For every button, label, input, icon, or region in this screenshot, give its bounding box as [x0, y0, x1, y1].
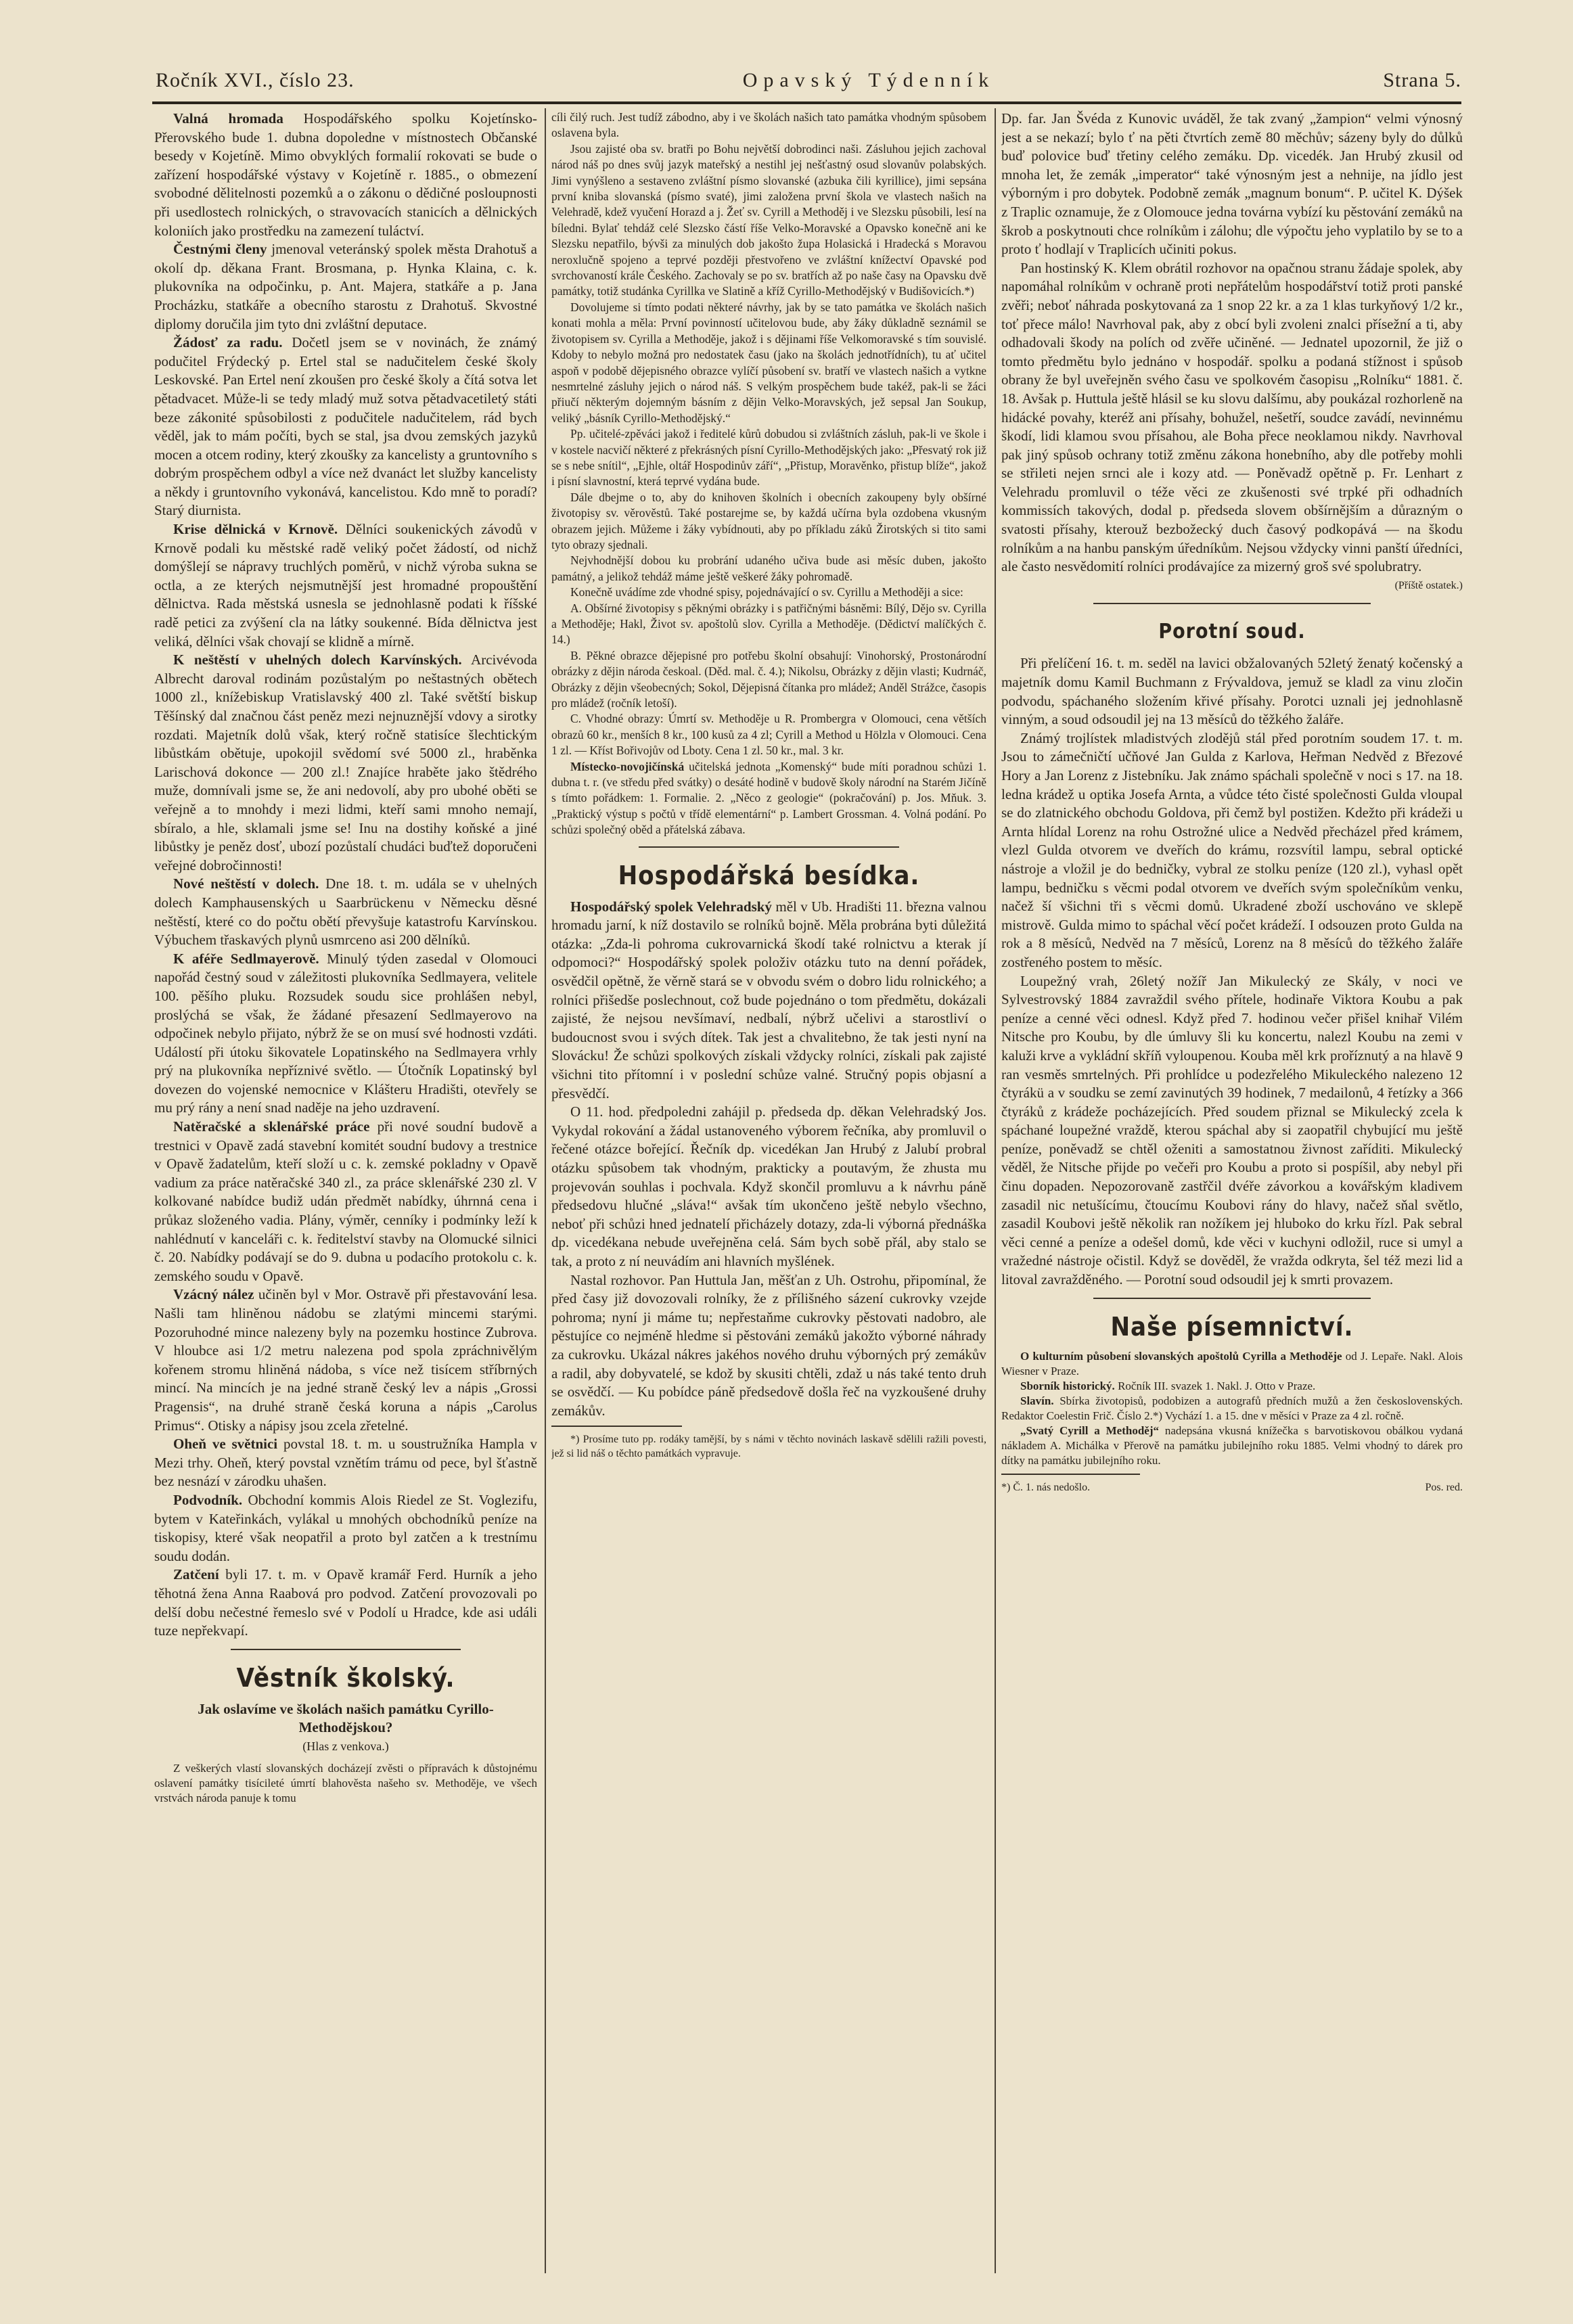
- article-headline: Jak oslavíme ve školách našich památku Cyrillo-Methodějskou?: [198, 1700, 494, 1736]
- editor-note: Pos. red.: [1425, 1481, 1463, 1493]
- footnote-row: [1001, 1480, 1463, 1495]
- news-item: Žádosť za radu. Dočetl jsem se v novinách, že známý podučitel Frýdecký p. Ertel stal se nadučitelem české školy Leskovské. Pan Ertel není zkoušen pro české školy a čítá sotva let pětadvacet. Může-li se tedy mladý muž sotva pětadvacetiletý státi beze zákonité spůsobilosti z podučitele nadučitelem, rád bych věděl, jak to mám počíti, bych se stal, jsa dvou zemských jazyků mocen a otcem rodiny, který zkoušky za kancelisty a gruntovního s dobrým prospěchem odbyl a více než dvanáct let služby kancelisty a někdy i gruntovního vykonává, kancelistou. Kdo mně to poradí? Starý diurnista.: [154, 334, 537, 519]
- news-item: Nové neštěstí v dolech. Dne 18. t. m. udála se v uhelných dolech Kamphausenských u Saarbrückenu v Německu děsné neštěstí, které co do počtu obětí převyšuje katastrofu Karvínskou. Výbuchem třaskavých plynů usmrceno asi 200 dělníků.: [154, 875, 537, 949]
- news-item: Oheň ve světnici povstal 18. t. m. u soustružníka Hampla v Mezi trhy. Oheň, který povstal vznětím trámu od pece, byl šťastně bez nesnází v zárodku uhašen.: [154, 1436, 537, 1490]
- section-divider: [639, 846, 900, 848]
- article-text: Hospodářský spolek Velehradský měl v Ub. Hradišti 11. března valnou hromadu jarní, k níž dostavilo se rolníků bojně. Měla probrána byti důležitá otázka: „Zda-li pohroma cukrovarnická škodí také rolnictvu a kterak jí odpomoci?“ Hospodářský spolek položiv otázku tuto na denní pořádek, osvědčil opětně, že věrně stará se v obvodu svém o dobro lidu rolnického; a rolníci přišedše poslechnout, což bude pojednáno o tom předmětu, dokázali zajisté, že nejsou nevšímaví, nedbalí, nýbrž učelivi a starostliví o budoucnost svou i svých dítek. Tak jest a chvalitebno, že tak jesti nyní na Slovácku! Že schůzi spolkových získali vždycky rolníci, získali pak zajisté všichni tito přítomní i v poslední schůze valné. Stručný popis objasní a přesvědčí.: [551, 898, 986, 1101]
- section-title-court: Porotní soud.: [1158, 620, 1306, 644]
- news-item: Krise dělnická v Krnově. Dělníci soukenických závodů v Krnově podali ku městské radě veliký počet žádostí, od nichž domýšlejí se nápravy truchlých poměrů, v nichž výroba sukna se octla, a ze kterých nejsmutnější jest hromadné propouštění dělnictva. Rada městská usnesla se jednohlasně podati k říšské radě petici za zvýšení cla na látky soukenné. Bída dělnictva jest veliká, dělníci však chovají se klidně a mírně.: [154, 521, 537, 650]
- section-title-school: Věstník školský.: [236, 1662, 455, 1693]
- header-page-number: Strana 5.: [1383, 69, 1461, 91]
- column-2: [551, 110, 986, 2261]
- article-text: O 11. hod. předpoledni zahájil p. předseda dp. děkan Velehradský Jos. Vykydal rokování a žádal ustanoveného výborem řečníka, aby promluvil o řečené otázce bořející. Řečník dp. vicedékan Jan Hrubý z Jalubí probral otázku spůsobem tak vhodným, prakticky a poutavým, že zhusta mu projevován souhlas i pochvala. Když skončil promluvu a k návrhu páně předsedovu hlučné „sláva!“ avšak tím ukončeno ještě nebylo všechno, neboť při schůzi hned jednatelí přicházely dotazy, zda-li výborná přednáška dp. vicedékana nebude uveřejněna celá. Sám bych sobě přál, aby stalo se tak, a proto z ní neuvádím ani hlavních myšlének.: [551, 1103, 986, 1269]
- article-text: Z veškerých vlastí slovanských docházejí zvěsti o přípravách k důstojnému oslavení památky tisícileté úmrtí blahověsta našeho sv. Methoděje, ve všech vrstvách národa panuje k tomu: [154, 1762, 537, 1805]
- news-item: Natěračské a sklenářské práce při nové soudní budově a trestnici v Opavě zadá stavební komitét soudní budovy a trestnice v Opavě žadatelům, kteří složí u c. k. zemské pokladny v Opavě vadium za práce natěračské 340 zl., za práce sklenářské 230 zl. V kolkované nabídce budiž udán předmět nabídky, úhrnná cena i průkaz složeného vadia. Plány, výměr, cenníky i podmínky leží k nahlédnutí v kanceláři c. k. ředitelství stavby na Olomucké silnici č. 20. Nabídky podávají se do 9. dubna u podacího protokolu c. k. zemského soudu v Opavě.: [154, 1118, 537, 1284]
- article-text: Nastal rozhovor. Pan Huttula Jan, měšťan z Uh. Ostrohu, připomínal, že před časy již dovozovali rolníky, že z přílišného sázení cukrovky vzejde pohroma; nyní ji máme tu; nepřestaňme cukrovky pěstovati nadobro, ale pěstujíce co nejméně hledme si pěstováni zemáků jakožto výborné náhrady za cukrovku. Ukázal nákres jakéhos nového druhu výborných prý zemákův a radil, aby dobyvatelé, se kdož by skusiti chtěli, zdaž u nás také tento druh se osvědčí. — Ku pobídce páně předsedově došla řeč na vyzkoušené druhy zemákův.: [551, 1271, 986, 1419]
- section-title-agriculture: Hospodářská besídka.: [618, 860, 920, 890]
- news-item: K neštěstí v uhelných dolech Karvínských. Arcivévoda Albrecht daroval rodinám pozůstalým po neštastných obětech 1000 zl., knížebiskup Vratislavský 400 zl. Také světští biskup Těšínský dal značnou část peněz mezi nejnuznější vdovy a sirotky rozdati. Majetník dolů však, který ročně statisíce šlechtickým libůstkám obětuje, upokojil svědomí své 5000 zl., hraběnka Larischová dokonce — 200 zl.! Znajíce hraběte jako štědrého muže, domnívali jsme se, že ani nedovolí, aby pro ubohé oběti se veřejně a to mnohdy i mezi lidmi, kteří sami mnoho nemají, sbíralo, a hle, sklamali jsme se! Inu na dostihy koňské a jiné libůstky je peněz dosť, ubozí pozůstalí chudáci buďtež doporučeni veřejné dobročinnosti!: [154, 652, 537, 873]
- news-item: Valná hromada Hospodářského spolku Kojetínsko-Přerovského bude 1. dubna dopoledne v místnostech Občanské besedy v Kojetíně. Mimo obvyklých formalií rokovati se bude o zařízení hospodářské výstavy v Kojetíně r. 1885., o obmezení svobodné dělitelnosti pozemků a o zákonu o dědičné posloupnosti při usedlostech rolnických, o stravovacích stanicích a dělnických koloniích jako prostředku na zamezení tuláctví.: [154, 110, 537, 239]
- footnote: *) Prosíme tuto pp. rodáky tamější, by s námi v těchto novinách laskavě sdělili ražili povesti, jež si lid náš o těchto památkách vypravuje.: [551, 1434, 986, 1460]
- news-item: Čestnými členy jmenoval veteránský spolek města Drahotuš a okolí dp. děkana Frant. Brosmana, p. Hynka Klaina, c. k. plukovníka na odpočinku, p. Ant. Majera, statkáře a p. Jana Procházku, statkáře a obecního starostu z Drahotuš. Skvostné diplomy doručila jim tyto dni zvláštní deputace.: [154, 241, 537, 332]
- header-rule: [152, 101, 1461, 104]
- news-item: Podvodník. Obchodní kommis Alois Riedel ze St. Voglezifu, bytem v Kateřinkách, vylákal u mnohých obchodníků peníze na tiskopisy, které však neopatřil a proto byl zatčen a k trestnímu soudu dodán.: [154, 1491, 537, 1564]
- news-item: Místecko-novojičínská učitelská jednota „Komenský“ bude míti poradnou schůzi 1. dubna t. r. (ve středu před svátky) o desáté hodině v budově školy národní na Starém Jičíně s tímto pořádkem: 1. Formalie. 2. „Něco z geologie“ (pokračování) p. Jos. Mňuk. 3. „Praktický výstup s počtů v třídě elementární“ p. Lambert Grossman. 4. Volná podání. Po schůzi společný oběd a přátelská zábava.: [551, 759, 986, 837]
- article-text: Loupežný vrah, 26letý nožíř Jan Mikulecký ze Skály, v noci ve Sylvestrovský 1884 zavraždil svého přítele, hodinaře Viktora Koubu a pak peníze a cenné věci odnesl. Když před 7. hodinou večer přišel knihař Vilém Nitsche pro Koubu, by dle úmluvy šli ku koncertu, nalezl Koubu na zemi v kaluži krve a vykládní skříň vyloupenou. Kouba měl krk proříznutý a na hlavě 9 ran vesměs smrtelných. Při prohlídce u podezřelého Mikuleckého nalezeno 12 čtyrákü a v soudku se zemí zavinutých 39 hodinek, 7 medailonů, 4 řetízky a 366 čtyráků z krádeže pocházejících. Před soudem přiznal se Mikulecký zcela k spáchané loupežné vraždě, kterou spáchal aby si zaopatřil chybující mu ještě peníze, poněvadž se chtěl oženiti a samostatnou živnost zaříditi. Mikulecký věděl, že Nitsche přijde po večeři pro Koubu a proto si pospíšil, aby nebyl při činu dopaden. Nepozorovaně zastřčil dvéře závorkou a kovářským kladivem zasadil nic netušícímu, čtoucímu Koubovi rány do hlavy, načež sňal světlo, zasadil Koubovi ještě několik ran nožíkem jej hluboko do krku řízl. Pak sebral věci cenné a peníze a odešel domů, kde věci v kuchyni odložil, ruce si umyl a vražedné nástroje očistil. Když se dověděl, že vražda odkryta, šel též mezi lid a litoval zavražděného. — Porotní soud odsoudil jej k smrti provazem.: [1001, 972, 1463, 1288]
- page-header: [156, 64, 1461, 97]
- footnote-rule: [551, 1426, 682, 1427]
- book-listing: O kulturním působení slovanských apoštolů Cyrilla a Methoděje od J. Lepaře. Nakl. Alois Wiesner v Praze.: [1001, 1349, 1463, 1377]
- column-divider: [995, 108, 996, 2273]
- article-text: Dovolujeme si tímto podati některé návrhy, jak by se tato památka ve školách našich konati mohla a měla: První povinností učitelovou bude, aby žáky důkladně seznámil se životopisem sv. Cyrilla a Methoděje, jakož i s dějinami říše Velkomoravské s tím souvislé. Kdoby to nebylo možná pro nedostatek času (jako na školách jednotřídních), tu ať učitel aspoň v podobě dějepisného obrazce vylíčí působení sv. bratří ve vlastech našich a vytkne nesmrtelné zásluhy jejich o národ náš. S velkým prospěchem bude takéž, pak-li se žáci přiučí některým dojemným básním z dějin Velko-Moravských, jež sepsal Jan Soukup, veliký „básník Cyrillo-Methodějský.“: [551, 300, 986, 425]
- article-subtitle: (Hlas z venkova.): [302, 1739, 389, 1753]
- article-text: Nejvhodnější dobou ku probrání udaného učiva bude asi měsíc duben, jakošto památný, a jelikož tehdáž máme ještě veškeré žáky pohromadě.: [551, 553, 986, 583]
- article-text: Dp. far. Jan Švéda z Kunovic uváděl, že tak zvaný „žampion“ velmi výnosný jest a se nekazí; bylo ť na pěti čtvrtích země 80 měchův; sázeny byly do důlků buď polovice buď třetiny celého zemáku. Dp. vicedék. Jan Hrubý zkusil od mnoha let, že zemák „imperator“ také výnosným jest a nehnije, na jídlo jest výborným i pro dobytek. Podobně zemák „magnum bonum“. P. učitel K. Dýšek z Traplic oznamuje, že z Olomouce jedna továrna vybízí ku pěstování zemáků na škrob a poskytnouti chce rolníkům i zálohu; dle výpočtu jeho vyplatilo by se to a proto ť hodlají v Traplicích učiniti pokus.: [1001, 110, 1463, 258]
- list-item: C. Vhodné obrazy: Úmrtí sv. Methoděje u R. Prombergra v Olomouci, cena větších obrazů 60 kr., menších 8 kr., 100 kusů za 4 zl; Cyrill a Method u Hölzla v Olomouci. Cena 1 zl. — Kříst Bořivojův od Lboty. Cena 1 zl. 50 kr., mal. 3 kr.: [551, 712, 986, 758]
- section-title-literature: Naše písemnictví.: [1110, 1311, 1354, 1342]
- article-text: Známý trojlístek mladistvých zlodějů stál před porotním soudem 17. t. m. Jsou to zámečničtí učňové Jan Gulda z Karlova, Heřman Nedvěd z Březové Hory a Jan Lorenz z Jistebníku. Jak známo spáchali společně v noci s 17. na 18. ledna krádež u optika Josefa Arnta, a vůdce této čisté společnosti Gulda vloupal se do zlatnického obchodu Goldova, při čemž byl postižen. Kdežto při krádeži u Arnta hlídal Lorenz na rohu Ostrožné ulice a Nedvěd přecházel před krámem, vlezl Gulda otvorem ve dveřích do krámu, rozsvítil lampu, sebral optické nástroje a vložil je do bedničky, vybral ze stolku peníze (120 zl.), vyhasl opět lampu, bedničku s věcmi podal otvorem ve dveřích svým společníkům venku, načež ší všichni tři s věcmi domů. Ukradené zboží uschováno ve sklepě mistrově. Gulda mimo to spáchal věcí počet krádeží. I odsouzen proto Gulda na rok a 8 měsíců, Nedvěd na 7 měsíců, Lorenz na 8 měsíců do těžkého žaláře zostřeného postem to měsíc.: [1001, 729, 1463, 970]
- section-divider: [1093, 1298, 1370, 1299]
- list-item: A. Obšírné životopisy s pěknými obrázky i s patřičnými básněmi: Bílý, Dějo sv. Cyrilla a Methoděje; Hakl, Život sv. apoštolů slov. Cyrilla a Methoděje. (Dědictví malíčkých č. 14.): [551, 601, 986, 647]
- news-item: Zatčení byli 17. t. m. v Opavě kramář Ferd. Hurník a jeho těhotná žena Anna Raabová pro podvod. Zatčení provozovali po delší dobu nečestné řemeslo své v Podolí u Hradce, kde asi událi tuze nepřekvapí.: [154, 1566, 537, 1639]
- book-listing: „Svatý Cyrill a Methoděj“ nadepsána vkusná knížečka s barvotiskovou obálkou vydaná nákladem A. Michálka v Přerově na památku jubilejního roku 1885. Velmi vhodný to dárek pro dítky na památku jubilejního roku.: [1001, 1423, 1463, 1467]
- article-text: Pan hostinský K. Klem obrátil rozhovor na opačnou stranu žádaje spolek, aby napomáhal rolníkům v ochraně proti nepřátelům hospodářství totiž proti panské zvěři; neboť náhrada poskytovaná za 1 snop 22 kr. a za 1 klas turkyňový 1/2 kr., toť přece málo! Navrhoval pak, aby z obcí byli zvoleni znalci přísežní a ti, aby odhadovali škody na polích od zvěře učiněné. — Jednatel upozornil, že již o tomto předmětu bylo jednáno v hospodář. spolku a podaná stížnost i spůsob obrany že byl uveřejněn svého času ve spolkovém časopisu „Rolníku“ 1881. č. 18. Avšak p. Huttula ještě hlásil se ku slovu dalšímu, aby poukázal rozhorleně na hidácké povahy, kteréž ani přísahy, bohužel, nešetří, soudce zavádí, nevinnému škodí, lidi klamou svou přísahou, ale Boha přece neoklamou nikdy. Navrhoval pak jiný spůsob ochrany totiž změnu zákona honebního, aby dle potřeby mohli se střileti nejen srnci ale i kozy atd. — Poněvadž opětně p. Fr. Lenhart z Velehradu promluvil o téže věci ze zkušenosti své trpké při odhadních kommissích takových, dodal p. předseda slovem obšírnějším a důrazným o svatosti přísahy, kterouž bezbožecký duch časový podkopává — na škodu rolníkům a na hanbu panským úředníkům. Nejsou vždycky vinni panští úředníci, ale často nesvědomití rolníci prodávajíce za mizerný groš své spolubratry.: [1001, 259, 1463, 575]
- column-divider: [545, 108, 546, 2273]
- column-1: [154, 110, 537, 2261]
- news-item: K aféře Sedlmayerově. Minulý týden zasedal v Olomouci napořád čestný soud v záležitosti plukovníka Sedlmayera, velitele 100. pěšího pluku. Rozsudek soudu sice prohlášen nebyl, proslýchá se však, že žádané přesazení Sedlmayerovo na odpočinek nebylo přijato, nýbrž že se on musí své hodnosti vzdáti. Událostí při útoku šikovatele Lopatinského na Sedlmayera vrhly prý na plukovníka nepříznivé světlo. — Útočník Lopatinský byl dovezen do vojenské nemocnice v Klášteru Hradišti, otevřely se mu prý rány a není snad naděje na jeho uzdravení.: [154, 950, 537, 1116]
- header-volume: Ročník XVI., číslo 23.: [156, 69, 355, 91]
- footnote: *) Č. 1. nás nedošlo.: [1001, 1481, 1091, 1493]
- article-text: Konečně uvádíme zde vhodné spisy, pojednávající o sv. Cyrillu a Methoději a sice:: [570, 585, 963, 599]
- article-text: Pp. učitelé-zpěváci jakož i ředitelé kůrů dobudou si zvláštních zásluh, pak-li ve škole i v kostele nacvičí některé z překrásných písní Cyrillo-Methodějských jako: „Přesvatý rok již se s nebe snítil“, „Ejhle, oltář Hospodinův září“, „Přistup, Moravěnko, přistup blíže“, jakož i písní slavnostní, která teprvé vydána bude.: [551, 427, 986, 488]
- continuation-note: (Příště ostatek.): [1394, 579, 1463, 591]
- book-listing: Slavín. Sbírka životopisů, podobizen a autografů předních mužů a žen československých. Redaktor Coelestin Frič. Číslo 2.*) Vychází 1. a 15. dne v měsíci v Praze za 4 zl. ročně.: [1001, 1394, 1463, 1422]
- article-text: cíli čilý ruch. Jest tudíž zábodno, aby i ve školách našich tato památka vhodným spůsobem oslavena byla.: [551, 110, 986, 140]
- article-text: Jsou zajisté oba sv. bratři po Bohu největší dobrodinci naši. Zásluhou jejich zachoval národ náš po dnes svůj jazyk mateřský a nestihl jej nešťastný osud slovanův polabských. Jimi vynýšleno a sestaveno zvláštní písmo slovanské (azbuka čili kyrillice), jimi sepsána první kniba slovanská (písmo svaté), jimi založena první škola ve vlastech našich na Velehradě, kdež vyučení Horazd a j. Žeť sv. Cyrill a Methoděj i ve Slezsku působili, lesí na bíledni. Bylať tehdáž celé Slezsko částí říše Velko-Moravské a Opavsko konečně ani ke Slezsku nepatřilo, bývši za minulých dob jakošto župa Holasická i Hradecká s Moravou neroxlučně spojeno a teprvé později přestvořeno ve zvláštní knížectví Opavské pod svrchovaností krále Českého. Zachovaly se po sv. bratřích až po naše časy na Opavsku dvě památky, totiž studánka Cyrillka ve Slatině a kříž Cyrillo-Methodějský v Budišovicích.*): [551, 141, 986, 298]
- book-listing: Sborník historický. Ročník III. svazek 1. Nakl. J. Otto v Praze.: [1020, 1379, 1316, 1392]
- article-text: Při přelíčení 16. t. m. seděl na lavici obžalovaných 52letý ženatý kočenský a majetník domu Kamil Buchmann z Frývaldova, jemuž se kladl za vinu zločin podvodu, spáchaného složením křivé přísahy. Porotci uznali jej jednohlasně vinným, a soud odsoudil jej na 13 měsíců do těžkého žaláře.: [1001, 655, 1463, 728]
- article-text: Dále dbejme o to, aby do knihoven školních i obecních zakoupeny byly obšírné životopisy sv. věrověstů. Také postarejme se, by každá učírna byla ozdobena vkusným obrazem jejich. Můžeme i žáky vybídnouti, aby po příkladu záků Žirotských si tito sami tyto obrazy sjednali.: [551, 490, 986, 551]
- list-item: B. Pěkné obrazce dějepisné pro potřebu školní obsahují: Vinohorský, Prostonárodní obrázky z dějin národa českoal. (Děd. mal. č. 4.); Nikolsu, Obrázky z dějin vlasti; Kudrnáč, Obrázky z dějin všeobecných; Sokol, Dějepisná čítanka pro mládež; Anděl Strážce, časopis pro mládež (ročník letoší).: [551, 648, 986, 710]
- column-3: [1001, 110, 1463, 2261]
- news-item: Vzácný nález učiněn byl v Mor. Ostravě při přestavování lesa. Našli tam hliněnou nádobu se zlatými mincemi starými. Pozoruhodné mince nalezeny byly na pozemku hostince Zubrova. V hloubce asi 1/2 metru nalezena pod spola zpráchnivělým kořenem stromu hliněná nádoba, s více než tisícem stříbrných mincí. Na mincích je na jedné straně český lev a nápis „Grossi Pragensis“, na druhé straně česká koruna a nápis „Carolus Primus“. Otisky a nápisy jsou zcela zřetelné.: [154, 1286, 537, 1434]
- footnote-rule: [1001, 1474, 1140, 1475]
- section-divider: [1093, 603, 1370, 604]
- section-divider: [231, 1649, 461, 1650]
- header-masthead: Opavský Týdenník: [742, 69, 995, 91]
